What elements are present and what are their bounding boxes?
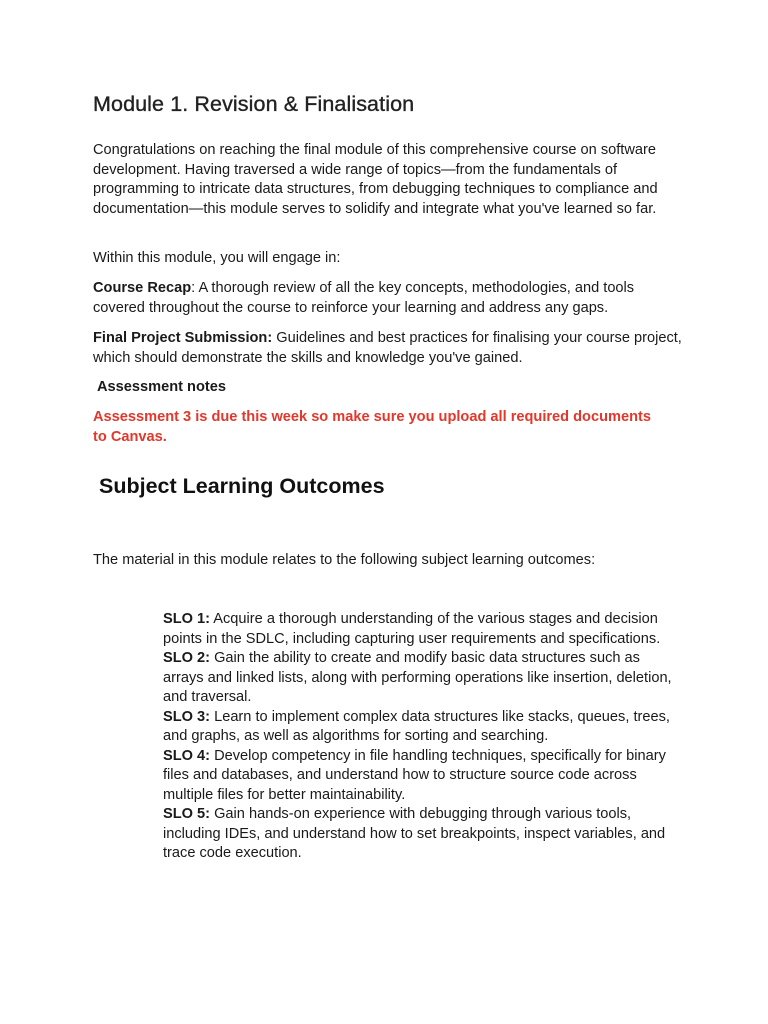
slo-label: SLO 1: [163,611,211,627]
slo-text: Gain hands-on experience with debugging through various tools, including IDEs, and understand how to set breakpoints, inspect variables, and trace code execution. [163,806,666,861]
slo-text: Acquire a thorough understanding of the various stages and decision points in the SDLC, including capturing user requirements and specifications. [163,611,661,647]
intro-paragraph: Congratulations on reaching the final module of this comprehensive course on software development. Having traversed a wide range of topics—from the fundamentals of programming to intricate data structures, from debugging techniques to compliance and documentation—this module serves to solidify and integrate what you've learned so far. [93,142,658,217]
course-recap-label: Course Recap [93,280,192,296]
within-paragraph: Within this module, you will engage in: [93,250,341,266]
final-project-text: Guidelines and best practices for finalising your course project, which should demonstrate the skills and knowledge you've gained. [93,330,682,366]
course-recap-text: : A thorough review of all the key concepts, methodologies, and tools covered throughout the course to reinforce your learning and address any gaps. [93,280,635,316]
slo-item-3 [163,708,678,747]
slo-text: Learn to implement complex data structures like stacks, queues, trees, and graphs, as well as algorithms for sorting and searching. [163,708,670,744]
slo-text: Develop competency in file handling techniques, specifically for binary files and databases, and understand how to structure source code across multiple files for better maintainability. [163,747,666,803]
assessment-heading: Assessment notes [97,379,226,395]
slo-item-2 [163,649,678,708]
slo-item-1 [163,610,678,649]
assessment-note: Assessment 3 is due this week so make sure you upload all required documents to Canvas. [93,409,651,445]
slo-item-4 [163,747,678,806]
slo-intro-paragraph: The material in this module relates to the following subject learning outcomes: [93,552,596,568]
module-title: Module 1. Revision & Finalisation [93,92,415,116]
slo-label: SLO 3: [163,708,211,725]
slo-heading: Subject Learning Outcomes [99,474,385,498]
final-project-paragraph [93,329,683,368]
slo-label: SLO 2: [163,650,211,666]
slo-label: SLO 4: [163,747,211,764]
slo-text: Gain the ability to create and modify basic data structures such as arrays and linked lists, along with performing operations like insertion, deletion, and traversal. [163,650,672,705]
slo-label: SLO 5: [163,806,211,822]
final-project-label: Final Project Submission: [93,330,273,346]
slo-list [163,610,678,864]
course-recap-paragraph [93,279,683,318]
slo-item-5 [163,805,678,864]
